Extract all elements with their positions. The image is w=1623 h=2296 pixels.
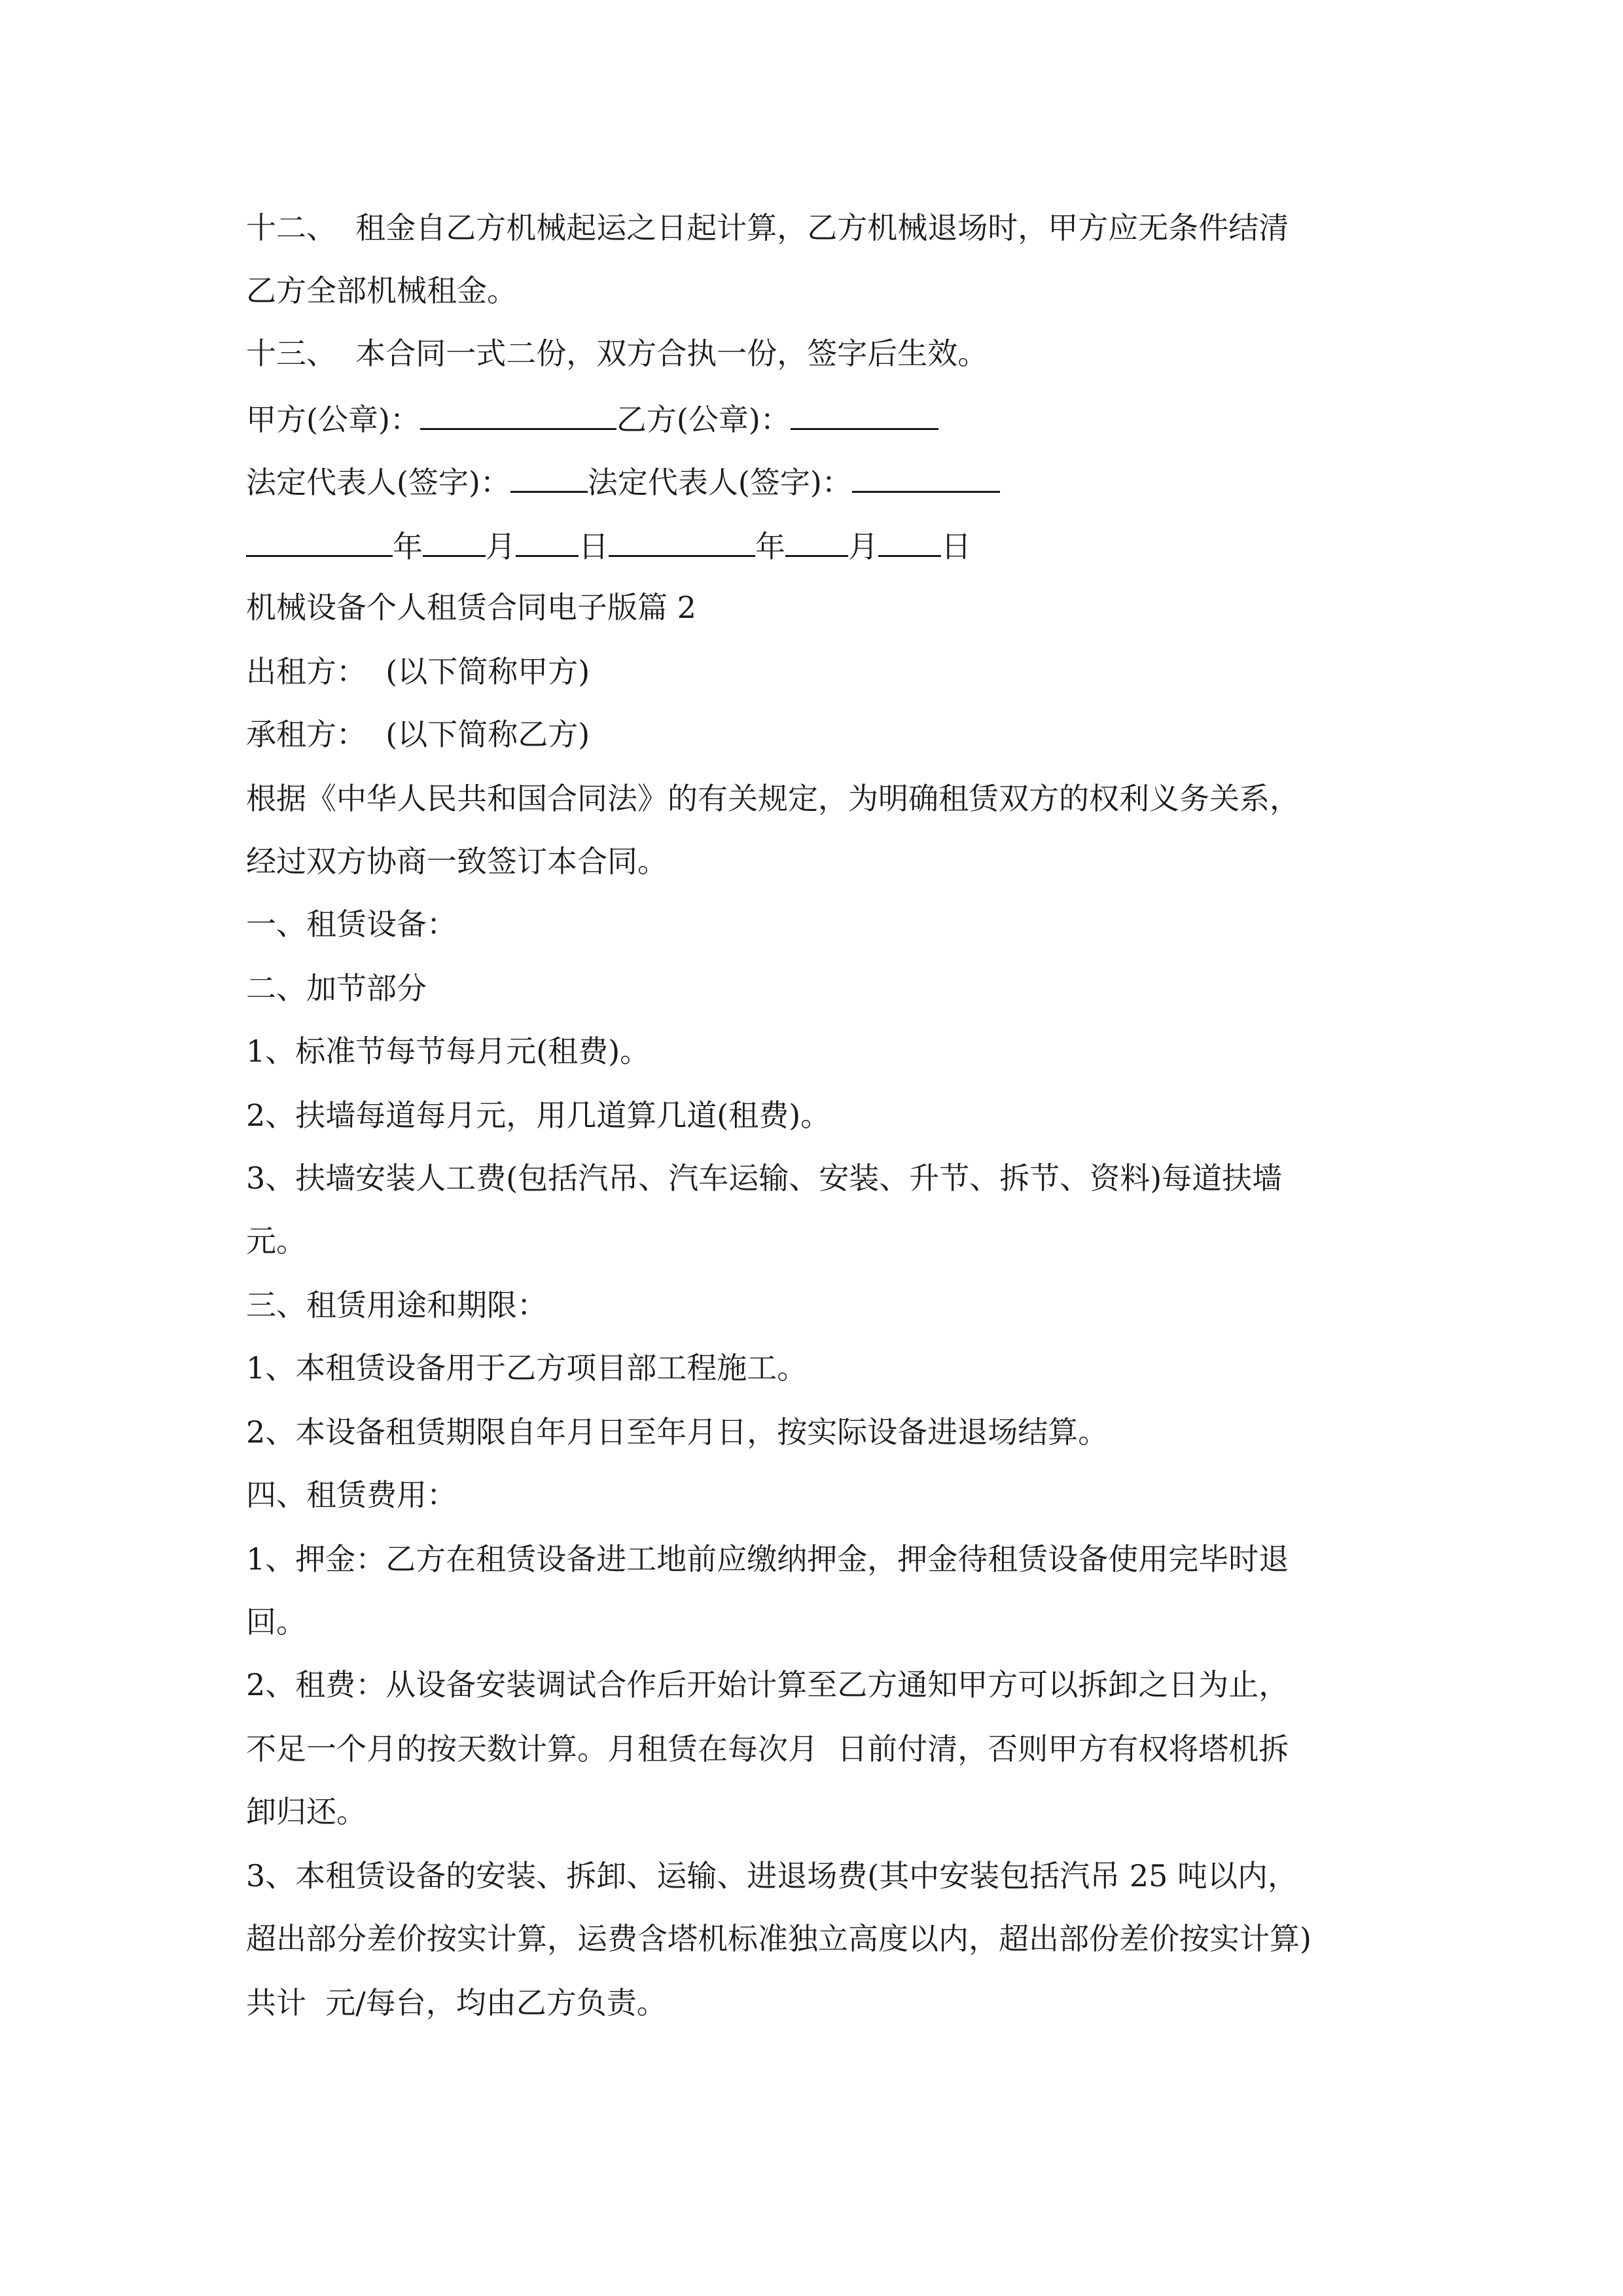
party-b-month-blank bbox=[785, 525, 848, 557]
item-deposit-line-2: 回。 bbox=[246, 1604, 306, 1640]
heading-additional-sections: 二、加节部分 bbox=[246, 971, 427, 1006]
party-a-year-blank bbox=[246, 525, 393, 557]
party-a-representative-blank bbox=[510, 461, 588, 493]
item-install-fees-line-3: 共计 元/每台，均由乙方负责。 bbox=[246, 1985, 667, 2020]
lessee-line: 承租方： (以下简称乙方) bbox=[246, 717, 590, 752]
party-b-seal-blank bbox=[791, 398, 938, 430]
party-a-day-blank bbox=[516, 525, 579, 557]
heading-leased-equipment: 一、租赁设备： bbox=[246, 906, 457, 942]
party-a-month-label: 月 bbox=[486, 529, 516, 564]
preamble-line-1: 根据《中华人民共和国合同法》的有关规定，为明确租赁双方的权利义务关系， bbox=[246, 781, 1300, 816]
party-a-month-blank bbox=[423, 525, 486, 557]
item-term: 2、本设备租赁期限自年月日至年月日，按实际设备进退场结算。 bbox=[246, 1414, 1109, 1450]
party-a-representative-label: 法定代表人(签字)： bbox=[246, 465, 510, 500]
preamble-line-2: 经过双方协商一致签订本合同。 bbox=[246, 844, 668, 879]
item-deposit-line-1: 1、押金：乙方在租赁设备进工地前应缴纳押金，押金待租赁设备使用完毕时退 bbox=[246, 1541, 1289, 1577]
party-a-year-label: 年 bbox=[393, 529, 423, 564]
item-install-fees-line-2: 超出部分差价按实计算，运费含塔机标准独立高度以内，超出部份差价按实计算) bbox=[246, 1921, 1311, 1956]
party-a-day-label: 日 bbox=[579, 529, 609, 564]
item-rent-line-3: 卸归还。 bbox=[246, 1794, 366, 1829]
item-wall-brace: 2、扶墙每道每月元，用几道算几道(租费)。 bbox=[246, 1098, 831, 1133]
party-b-day-label: 日 bbox=[941, 529, 971, 564]
item-install-labor-line-2: 元。 bbox=[246, 1223, 306, 1259]
item-install-labor-line-1: 3、扶墙安装人工费(包括汽吊、汽车运输、安装、升节、拆节、资料)每道扶墙 bbox=[246, 1160, 1283, 1196]
item-rent-line-2: 不足一个月的按天数计算。月租赁在每次月 日前付清，否则甲方有权将塔机拆 bbox=[246, 1731, 1289, 1767]
party-a-seal-blank bbox=[420, 398, 616, 430]
lessor-line: 出租方： (以下简称甲方) bbox=[246, 654, 590, 689]
signature-seal-row bbox=[246, 398, 938, 439]
party-a-seal-label: 甲方(公章)： bbox=[246, 402, 420, 437]
signature-date-row bbox=[246, 525, 971, 566]
party-b-representative-label: 法定代表人(签字)： bbox=[587, 465, 852, 500]
party-b-representative-blank bbox=[852, 461, 1000, 493]
party-b-year-label: 年 bbox=[755, 529, 785, 564]
clause-12-line-2: 乙方全部机械租金。 bbox=[246, 273, 517, 308]
party-b-day-blank bbox=[878, 525, 941, 557]
clause-12-line-1: 十二、 租金自乙方机械起运之日起计算，乙方机械退场时，甲方应无条件结清 bbox=[246, 210, 1289, 245]
heading-usage-and-term: 三、租赁用途和期限： bbox=[246, 1287, 547, 1323]
item-standard-section: 1、标准节每节每月元(租费)。 bbox=[246, 1033, 651, 1069]
item-usage: 1、本租赁设备用于乙方项目部工程施工。 bbox=[246, 1350, 808, 1386]
section-title: 机械设备个人租赁合同电子版篇 2 bbox=[246, 590, 696, 625]
item-install-fees-line-1: 3、本租赁设备的安装、拆卸、运输、进退场费(其中安装包括汽吊 25 吨以内， bbox=[246, 1858, 1298, 1893]
item-rent-line-1: 2、租费：从设备安装调试合作后开始计算至乙方通知甲方可以拆卸之日为止， bbox=[246, 1667, 1289, 1702]
signature-representative-row bbox=[246, 461, 1000, 502]
party-b-month-label: 月 bbox=[848, 529, 878, 564]
clause-13: 十三、 本合同一式二份，双方合执一份，签字后生效。 bbox=[246, 336, 988, 371]
heading-rental-fees: 四、租赁费用： bbox=[246, 1477, 457, 1513]
party-b-year-blank bbox=[609, 525, 755, 557]
party-b-seal-label: 乙方(公章)： bbox=[616, 402, 791, 437]
